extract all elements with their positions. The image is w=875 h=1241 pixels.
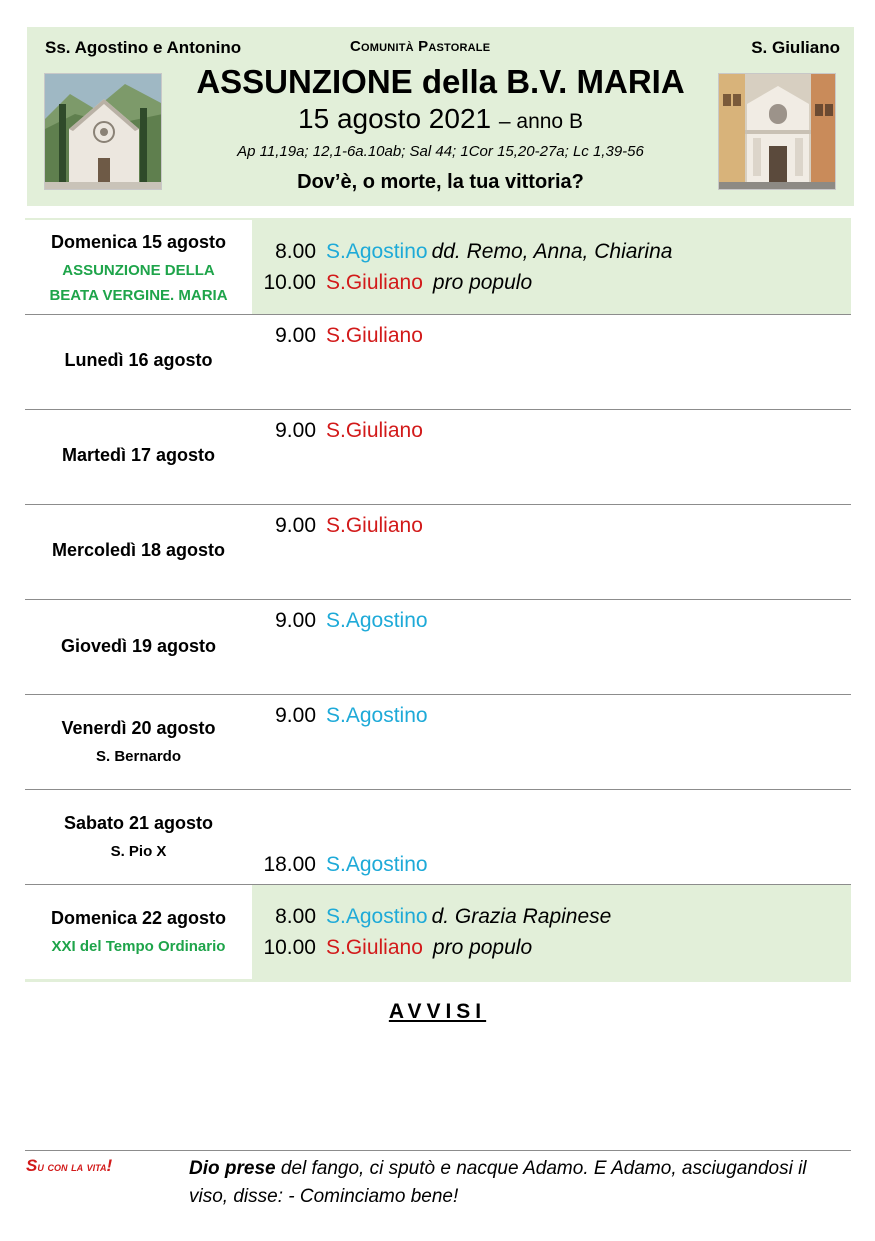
day-cell (25, 885, 252, 979)
mass-time: 9.00 (275, 324, 316, 347)
bible-readings: Ap 11,19a; 12,1-6a.10ab; Sal 44; 1Cor 15,20-27a; Lc 1,39-56 (237, 143, 644, 160)
schedule-row (25, 505, 851, 600)
masses-cell (252, 695, 851, 789)
masses-cell (252, 600, 851, 694)
mass-intention: pro populo (432, 271, 533, 294)
feast-note: XXI del Tempo Ordinario (51, 938, 226, 955)
masses-cell (252, 790, 851, 884)
schedule-row (25, 315, 851, 410)
church-name: S.Agostino (326, 853, 428, 876)
day-label: Domenica 15 agosto (50, 232, 227, 252)
feast-note: ASSUNZIONE DELLA (62, 262, 215, 279)
mass-time: 9.00 (275, 514, 316, 537)
church-name: S.Agostino (326, 905, 428, 928)
mass-time: 9.00 (275, 609, 316, 632)
mass-entry (252, 704, 852, 728)
saint-note: S. Bernardo (95, 748, 182, 765)
page-title: ASSUNZIONE della B.V. MARIA (196, 63, 685, 100)
schedule-row (25, 790, 851, 885)
mass-intention: pro populo (432, 936, 533, 959)
mass-entry (252, 853, 852, 877)
mass-entry (252, 271, 852, 295)
day-label: Mercoledì 18 agosto (51, 540, 226, 560)
parish-right: S. Giuliano (751, 38, 840, 57)
day-cell (25, 315, 252, 409)
liturgical-year: – anno B (498, 110, 583, 133)
church-name: S.Agostino (326, 609, 428, 632)
mass-entry (252, 936, 852, 960)
day-cell (25, 695, 252, 789)
mass-entry (252, 905, 852, 929)
mass-entry (252, 609, 852, 633)
church-name: S.Giuliano (326, 514, 423, 537)
church-name: S.Agostino (326, 704, 428, 727)
quote-rest: del fango, ci sputò e nacque Adamo. E Adamo, asciugandosi il viso, disse: - Cominciamo bene! (189, 1158, 807, 1207)
church-name: S.Giuliano (326, 324, 423, 347)
day-label: Martedì 17 agosto (61, 445, 216, 465)
mass-entry (252, 324, 852, 348)
masses-cell (252, 410, 851, 504)
mass-intention: dd. Remo, Anna, Chiarina (431, 240, 673, 263)
schedule-row (25, 410, 851, 505)
day-label: Domenica 22 agosto (50, 908, 227, 928)
community-name: Comunità Pastorale (350, 38, 491, 55)
masses-cell (252, 885, 851, 979)
day-label: Venerdì 20 agosto (61, 718, 216, 738)
schedule-row (25, 600, 851, 695)
church-name: S.Giuliano (326, 936, 423, 959)
day-cell (25, 600, 252, 694)
parish-left: Ss. Agostino e Antonino (45, 38, 242, 57)
mass-time: 8.00 (275, 240, 316, 263)
quote-bold: Dio prese (189, 1158, 276, 1179)
footer-tag: Su con la vita! (26, 1156, 113, 1175)
masses-cell (252, 505, 851, 599)
church-name: S.Giuliano (326, 419, 423, 442)
header-banner (27, 27, 854, 206)
mass-time: 10.00 (263, 936, 316, 959)
mass-time: 8.00 (275, 905, 316, 928)
date-text: 15 agosto 2021 (298, 103, 492, 134)
saint-note: S. Pio X (110, 843, 167, 860)
day-label: Sabato 21 agosto (63, 813, 214, 833)
masses-cell (252, 220, 851, 314)
schedule-row (25, 218, 851, 315)
feast-date (27, 103, 854, 135)
schedule-row (25, 695, 851, 790)
masses-cell (252, 315, 851, 409)
schedule-row (25, 885, 851, 982)
footer-quote (189, 1155, 849, 1211)
church-name: S.Giuliano (326, 271, 423, 294)
footer-divider (25, 1150, 851, 1151)
mass-intention: d. Grazia Rapinese (431, 905, 612, 928)
mass-time: 9.00 (275, 704, 316, 727)
church-name: S.Agostino (326, 240, 428, 263)
motto: Dov’è, o morte, la tua vittoria? (297, 171, 584, 193)
day-cell (25, 220, 252, 314)
mass-entry (252, 240, 852, 264)
avvisi-heading: AVVISI (388, 1000, 487, 1023)
feast-note: BEATA VERGINE. MARIA (49, 287, 228, 304)
mass-entry (252, 419, 852, 443)
day-label: Lunedì 16 agosto (64, 350, 213, 370)
mass-entry (252, 514, 852, 538)
day-cell (25, 790, 252, 884)
day-cell (25, 505, 252, 599)
day-cell (25, 410, 252, 504)
day-label: Giovedì 19 agosto (60, 636, 217, 656)
mass-schedule (25, 218, 851, 982)
mass-time: 9.00 (275, 419, 316, 442)
mass-time: 18.00 (263, 853, 316, 876)
mass-time: 10.00 (263, 271, 316, 294)
